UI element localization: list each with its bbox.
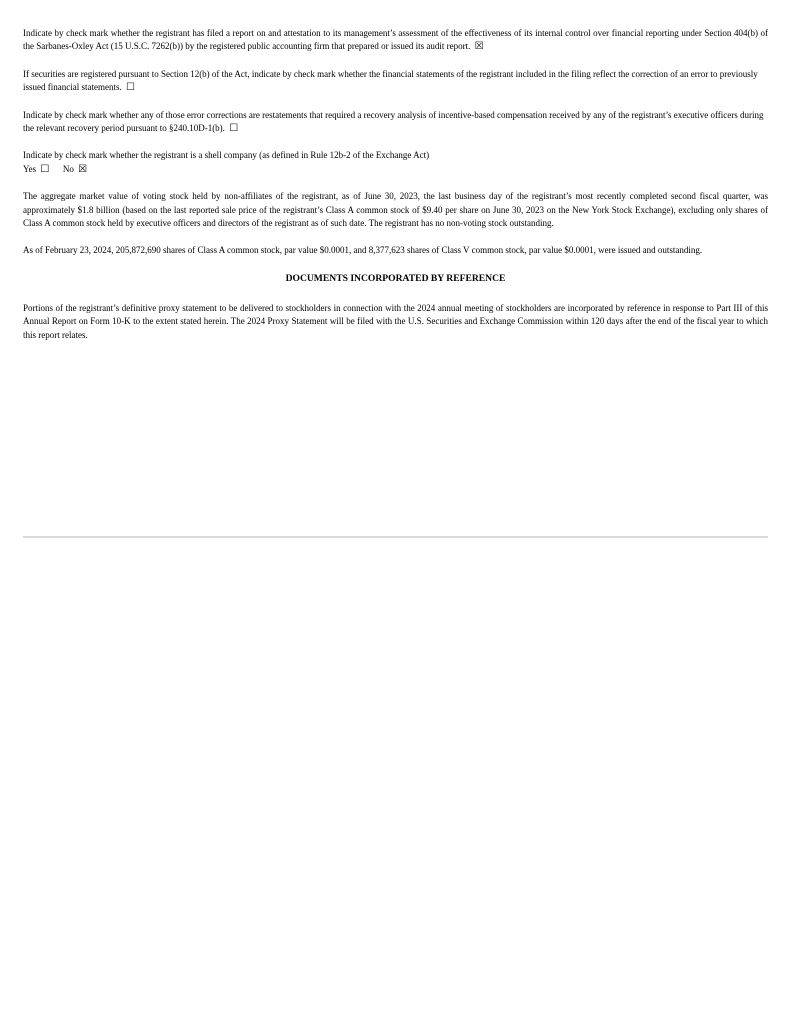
market-value-paragraph: The aggregate market value of voting stock held by non-affiliates of the registrant, as of June 30, 2023, the last business day of the registrant’s most recently completed second fiscal quarter, was approximately $1.8 billion (based on the last reported sale price of the registrant’s Class A common stock of $9.40 per share on June 30, 2023 on the New York Stock Exchange), excluding only shares of Class A common stock held by executive officers and directors of the registrant as of such date. The registrant has no non-voting stock outstanding. [23,191,768,229]
page-divider [23,536,768,538]
shell-company-paragraph [23,149,768,176]
proxy-statement-paragraph: Portions of the registrant’s definitive proxy statement to be delivered to stockholders in connection with the 2024 annual meeting of stockholders are incorporated by reference in response to Part III of this Annual Report on Form 10-K to the extent stated herein. The 2024 Proxy Statement will be filed with the U.S. Securities and Exchange Commission within 120 days after the end of the fiscal year to which this report relates. [23,302,768,340]
shell-no-label: No [62,163,74,174]
error-correction-checkbox: ☐ [125,82,135,94]
document-page [23,27,768,356]
clawback-paragraph [23,109,768,136]
shell-yes-label: Yes [23,163,37,174]
icfr-attestation-paragraph [23,27,768,54]
icfr-checkbox-checked: ☒ [474,41,484,53]
documents-incorporated-heading: DOCUMENTS INCORPORATED BY REFERENCE [285,272,506,284]
shell-no-checkbox-checked: ☒ [78,163,88,175]
error-correction-paragraph [23,68,768,95]
shell-company-text: Indicate by check mark whether the registrant is a shell company (as defined in Rule 12b-2 of the Exchange Act) [23,150,430,161]
shell-yes-checkbox: ☐ [40,163,50,175]
shell-company-yes-no [23,164,87,174]
clawback-text: Indicate by check mark whether any of those error corrections are restatements that required a recovery analysis of incentive-based compensation received by any of the registrant’s executive officers during the relevant recovery period pursuant to §240.10D-1(b). [23,109,764,134]
clawback-checkbox: ☐ [229,123,239,135]
shares-outstanding-paragraph: As of February 23, 2024, 205,872,690 shares of Class A common stock, par value $0.0001, and 8,377,623 shares of Class V common stock, par value $0.0001, were issued and outstanding. [23,245,703,256]
icfr-attestation-text: Indicate by check mark whether the registrant has filed a report on and attestation to its management’s assessment of the effectiveness of its internal control over financial reporting under Section 404(b) of the Sarbanes-Oxley Act (15 U.S.C. 7262(b)) by the registered public accounting firm that prepared or issued its audit report. [23,28,768,52]
error-correction-text: If securities are registered pursuant to Section 12(b) of the Act, indicate by check mark whether the financial statements of the registrant included in the filing reflect the correction of an error to previously issued financial statements. [23,68,758,93]
